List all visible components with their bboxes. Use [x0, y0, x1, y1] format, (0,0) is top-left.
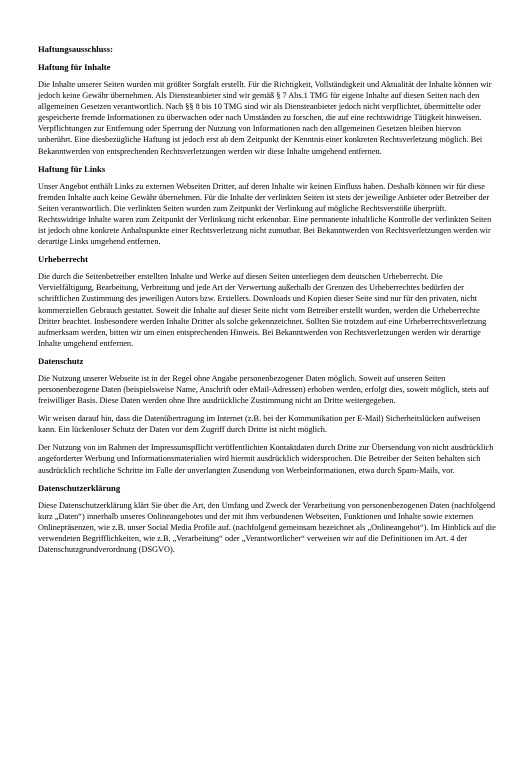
section-heading: Datenschutzerklärung — [38, 482, 121, 493]
section-paragraph: Wir weisen darauf hin, dass die Datenübertragung im Internet (z.B. bei der Kommunikation per E-Mail) Sicherheitslücken aufweisen kann. Ein lückenloser Schutz der Daten vor dem Zugriff durch Dritte ist nicht möglich. — [38, 414, 481, 435]
section-heading: Haftung für Links — [38, 163, 106, 174]
section-datenschutzerklaerung — [38, 483, 496, 555]
section-paragraph: Diese Datenschutzerklärung klärt Sie über die Art, den Umfang und Zweck der Verarbeitung von personenbezogenen Daten (nachfolgend kurz „Daten“) innerhalb unseres Onlineangebotes und der mit ihm verbundenen Webseiten, Funktionen und Inhalte sowie externen Onlinepräsenzen, wie z.B. unser Social Media Profile auf. (nachfolgend gemeinsam bezeichnet als „Onlineangebot“). Im Hinblick auf die verwendeten Begrifflichkeiten, wie z.B. „Verarbeitung“ oder „Verantwortlicher“ verweisen wir auf die Definitionen im Art. 4 der Datenschutzgrundverordnung (DSGVO). — [38, 500, 496, 554]
page-title: Haftungsausschluss: — [38, 44, 113, 54]
section-urheberrecht — [38, 254, 496, 349]
section-haftung-inhalte — [38, 62, 496, 157]
section-paragraph: Die durch die Seitenbetreiber erstellten Inhalte und Werke auf diesen Seiten unterliegen dem deutschen Urheberrecht. Die Vervielfältigung, Bearbeitung, Verbreitung und jede Art der Verwertung außerhalb der Grenzen des Urheberrechtes bedürfen der schriftlichen Zustimmung des jeweiligen Autors bzw. Erstellers. Downloads und Kopien dieser Seite sind nur für den privaten, nicht kommerziellen Gebrauch gestattet. Soweit die Inhalte auf dieser Seite nicht vom Betreiber erstellt wurden, werden die Urheberrechte Dritter beachtet. Insbesondere werden Inhalte Dritter als solche gekennzeichnet. Sollten Sie trotzdem auf eine Urheberrechtsverletzung aufmerksam werden, bitten wir um einen entsprechenden Hinweis. Bei Bekanntwerden von Rechtsverletzungen werden wir derartige Inhalte umgehend entfernen. — [38, 272, 487, 348]
section-datenschutz — [38, 356, 496, 476]
section-heading: Datenschutz — [38, 355, 84, 366]
section-paragraph: Die Inhalte unserer Seiten wurden mit größter Sorgfalt erstellt. Für die Richtigkeit, Vollständigkeit und Aktualität der Inhalte können wir jedoch keine Gewähr übernehmen. Als Diensteanbieter sind wir gemäß § 7 Abs.1 TMG für eigene Inhalte auf diesen Seiten nach den allgemeinen Gesetzen verantwortlich. Nach §§ 8 bis 10 TMG sind wir als Diensteanbieter jedoch nicht verpflichtet, übermittelte oder gespeicherte fremde Informationen zu überwachen oder nach Umständen zu forschen, die auf eine rechtswidrige Tätigkeit hinweisen. Verpflichtungen zur Entfernung oder Sperrung der Nutzung von Informationen nach den allgemeinen Gesetzen bleiben hiervon unberührt. Eine diesbezügliche Haftung ist jedoch erst ab dem Zeitpunkt der Kenntnis einer konkreten Rechtsverletzung möglich. Bei Bekanntwerden von entsprechenden Rechtsverletzungen werden wir diese Inhalte umgehend entfernen. — [38, 80, 492, 156]
section-paragraph: Unser Angebot enthält Links zu externen Webseiten Dritter, auf deren Inhalte wir keinen Einfluss haben. Deshalb können wir für diese fremden Inhalte auch keine Gewähr übernehmen. Für die Inhalte der verlinkten Seiten ist stets der jeweilige Anbieter oder Betreiber der Seiten verantwortlich. Die verlinkten Seiten wurden zum Zeitpunkt der Verlinkung auf mögliche Rechtsverstöße überprüft. Rechtswidrige Inhalte waren zum Zeitpunkt der Verlinkung nicht erkennbar. Eine permanente inhaltliche Kontrolle der verlinkten Seiten ist jedoch ohne konkrete Anhaltspunkte einer Rechtsverletzung nicht zumutbar. Bei Bekanntwerden von Rechtsverletzungen werden wir derartige Links umgehend entfernen. — [38, 181, 492, 247]
section-haftung-links — [38, 164, 496, 248]
section-heading: Haftung für Inhalte — [38, 62, 111, 72]
section-paragraph: Der Nutzung von im Rahmen der Impressumspflicht veröffentlichten Kontaktdaten durch Dritte zur Übersendung von nicht ausdrücklich angeforderter Werbung und Informationsmaterialien wird hiermit ausdrücklich widersprochen. Die Betreiber der Seiten behalten sich ausdrücklich rechtliche Schritte im Falle der unverlangten Zusendung von Werbeinformationen, etwa durch Spam-Mails, vor. — [38, 443, 494, 475]
section-paragraph: Die Nutzung unserer Webseite ist in der Regel ohne Angabe personenbezogener Daten möglich. Soweit auf unseren Seiten personenbezogene Daten (beispielsweise Name, Anschrift oder eMail-Adressen) erhoben werden, erfolgt dies, soweit möglich, stets auf freiwilliger Basis. Diese Daten werden ohne Ihre ausdrückliche Zustimmung nicht an Dritte weitergegeben. — [38, 373, 490, 406]
section-heading: Urheberrecht — [38, 254, 88, 265]
